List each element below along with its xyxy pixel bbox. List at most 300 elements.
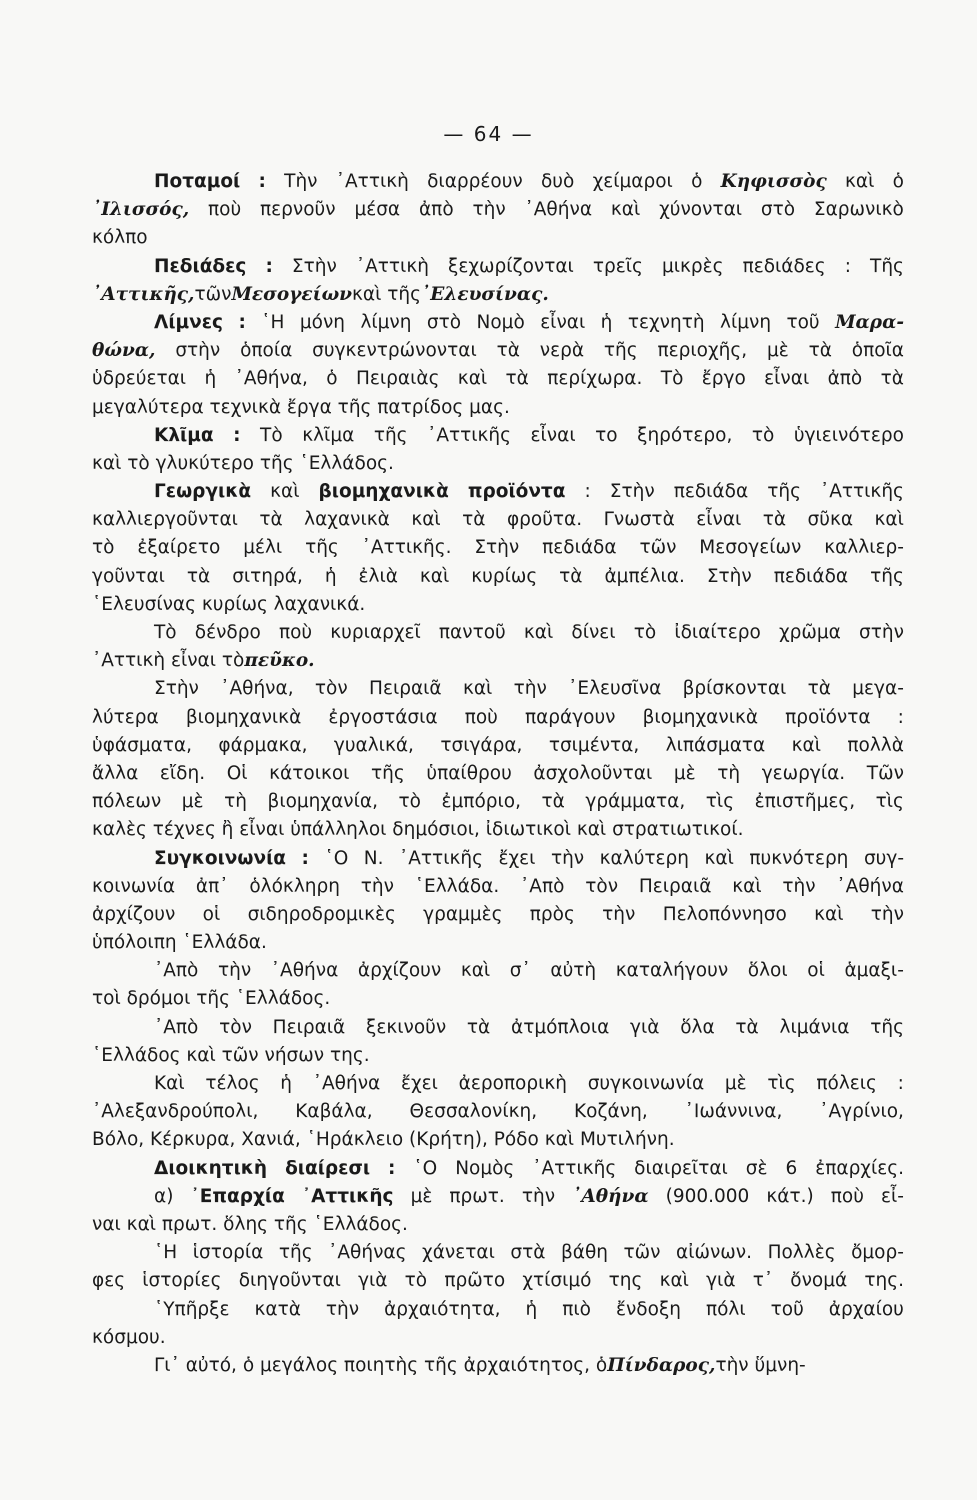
word: τὴν — [602, 903, 636, 925]
word: ξεχωρίζονται — [448, 255, 574, 277]
word: γιὰ — [358, 1270, 388, 1292]
word: πυκνότερη — [749, 847, 849, 869]
word: ἀπ᾽ — [195, 875, 229, 897]
word: γεωργία. — [761, 762, 846, 784]
word: Κοζάνη, — [574, 1101, 648, 1123]
word: μεγα- — [852, 678, 904, 700]
text-line — [92, 647, 904, 675]
word: ὑγιεινότερο — [793, 424, 904, 446]
word: τὸ — [404, 1270, 428, 1292]
emphasis-word: Λίμνες — [154, 311, 224, 333]
word: ἔχει — [498, 847, 536, 869]
word: μὲ — [724, 1073, 747, 1094]
word: πρὸς — [529, 903, 575, 925]
word: κατὰ — [254, 1298, 301, 1320]
word: στὸ — [426, 311, 462, 333]
word: αἰώνων. — [676, 1242, 753, 1264]
text-run: κόλπο — [92, 227, 148, 249]
word: ᾽Αθήνας — [328, 1242, 407, 1264]
word: σὲ — [745, 1157, 768, 1179]
word: περνοῦν — [260, 199, 336, 221]
text-run: κόσμου. — [92, 1326, 166, 1348]
word: της — [608, 1270, 643, 1292]
word: τὸν — [585, 875, 619, 897]
word: καὶ — [610, 199, 641, 221]
text-run: καλὲς τέχνες ἢ εἶναι ὑπάλληλοι δημόσιοι, ἰδιωτικοὶ καὶ στρατιωτικοί. — [92, 819, 744, 841]
word: ὑπαίθρου — [426, 762, 512, 784]
word: ὁ — [326, 368, 338, 390]
text-line — [92, 732, 904, 760]
word: ποὺ — [278, 622, 313, 643]
word: κάτοικοι — [269, 762, 350, 784]
text-run: Βόλο, Κέρκυρα, Χανιά, ῾Ηράκλειο (Κρήτη), Ρόδο καὶ Μυτιλήνη. — [92, 1129, 675, 1151]
word: τὴν — [513, 678, 547, 700]
text-run: τοὶ δρόμοι τῆς ῾Ελλάδος. — [92, 988, 331, 1010]
word: ᾽Αθήνα, — [234, 368, 308, 390]
word: καλλιεργοῦνται — [92, 509, 238, 531]
word: συγκεντρώνονται — [312, 340, 477, 362]
word: Τὴν — [284, 171, 318, 192]
word: σῦκα — [807, 509, 854, 531]
text-line — [92, 534, 904, 562]
word: ᾽Απὸ — [154, 1016, 199, 1038]
text-run: ᾽Αττικὴ εἶναι τὸ — [92, 650, 245, 672]
word: τοῦ — [786, 311, 820, 333]
word: ἡ — [280, 1073, 293, 1094]
text-line — [92, 619, 904, 647]
word: τῆς — [603, 340, 638, 362]
text-line — [92, 450, 904, 478]
text-run: μεγαλύτερα τεχνικὰ ἔργα τῆς πατρίδος μας. — [92, 396, 510, 418]
word: καὶ — [659, 1270, 689, 1292]
emphasis-word: προϊόντα — [467, 481, 566, 503]
word: Πειραιᾶ — [638, 875, 712, 897]
word: τῆς — [870, 1016, 904, 1038]
word: πεδιάδα — [673, 481, 749, 503]
text-line — [92, 309, 904, 337]
word: Πειραιᾶ — [272, 1016, 346, 1038]
text-line — [92, 845, 904, 873]
word: τῆς — [371, 762, 405, 784]
emphasis-word: Διοικητικὴ — [154, 1157, 268, 1179]
word: ᾽Αλεξανδρούπολι, — [92, 1101, 259, 1123]
emphasis-word: : — [258, 171, 266, 192]
emphasis-word: διαίρεσι — [285, 1157, 371, 1179]
word: καλλιερ- — [824, 537, 904, 559]
word: τὰ — [762, 509, 787, 531]
word: λίμνη — [720, 311, 772, 333]
word: τῆς — [373, 424, 408, 446]
word: πρῶτο — [444, 1270, 506, 1292]
word: τὰ — [559, 565, 583, 587]
word: ὁ — [691, 171, 703, 192]
emphasis-word: Μαρα- — [835, 311, 904, 333]
text-run: τῶν — [194, 283, 232, 305]
word: οἱ — [807, 960, 825, 982]
word: ἰδιαίτερο — [674, 622, 761, 643]
word: Τὸ — [660, 368, 684, 390]
word: μέσα — [354, 199, 401, 221]
word: τὰ — [259, 509, 283, 531]
word: Στὴν — [474, 537, 520, 559]
text-line — [92, 1267, 904, 1295]
word: τὸ — [751, 424, 775, 446]
word: Θεσσαλονίκη, — [409, 1101, 538, 1123]
word: καὶ — [874, 509, 904, 531]
word: τὴν — [870, 903, 904, 925]
word: ἡ — [600, 311, 613, 333]
word: ἀρχαιότητα, — [384, 1298, 501, 1320]
word: κοινωνία — [92, 875, 176, 897]
word: λιμάνια — [779, 1016, 850, 1038]
word: λαχανικὰ — [304, 509, 390, 531]
text-line — [92, 1324, 904, 1352]
emphasis-word: θώνα, — [92, 340, 156, 362]
word: φες — [92, 1270, 126, 1292]
word: ῾Ο — [413, 1157, 438, 1179]
word: (900.000 — [665, 1185, 750, 1207]
word: στὴν — [175, 340, 221, 362]
word: ἐμπόριο, — [441, 791, 521, 813]
word: ὄμορ- — [851, 1242, 904, 1264]
text-line — [92, 281, 904, 309]
emphasis-word: ᾽Αττικῆς — [301, 1185, 394, 1207]
word: ἀρχίζουν — [357, 960, 442, 982]
word: ἀσχολοῦνται — [533, 762, 653, 784]
word: ἀπὸ — [418, 199, 454, 221]
text-line — [92, 365, 904, 393]
word: μὲ — [181, 791, 204, 813]
word: Οἱ — [226, 762, 248, 784]
word: τρεῖς — [592, 255, 643, 277]
word: ὁλόκληρη — [249, 875, 340, 897]
word: τὴ — [717, 762, 741, 784]
word: παντοῦ — [438, 622, 506, 643]
word: τ᾽ — [752, 1270, 774, 1292]
word: βιομηχανικὰ — [642, 706, 759, 728]
word: τὰ — [505, 368, 529, 390]
word: ἡ — [324, 565, 337, 587]
word: ᾽Αγρίνιο, — [819, 1101, 904, 1123]
word: γραμμὲς — [423, 903, 503, 925]
word: ἄλλα — [92, 762, 139, 784]
word: τὸ — [398, 791, 421, 813]
word: τὶς — [767, 1073, 796, 1094]
emphasis-word: Κλῖμα — [154, 424, 214, 446]
text-line — [92, 1098, 904, 1126]
emphasis-text: Μεσογείων — [231, 283, 353, 305]
word: φάρμακα, — [218, 734, 308, 756]
word: τῶν — [623, 1242, 661, 1264]
text-run: καὶ τῆς — [352, 283, 421, 305]
word: μὲ — [766, 340, 789, 362]
emphasis-word: : — [301, 847, 309, 869]
text-run: καὶ τὸ γλυκύτερο τῆς ῾Ελλάδος. — [92, 452, 394, 474]
word: σιτηρά, — [232, 565, 303, 587]
word: μικρὲς — [661, 255, 724, 277]
word: καὶ — [462, 678, 493, 700]
emphasis-text: ᾽Ελευσίνας. — [421, 283, 549, 305]
text-run: ναι καὶ πρωτ. ὅλης τῆς ῾Ελλάδος. — [92, 1213, 408, 1235]
word: γράμματα, — [585, 791, 686, 813]
word: ξεκινοῦν — [366, 1016, 447, 1038]
word: συγκοινωνία — [587, 1073, 705, 1094]
word: γιὰ — [706, 1270, 736, 1292]
word: ὅλοι — [747, 960, 788, 982]
word: καὶ — [419, 565, 450, 587]
word: : — [844, 255, 851, 277]
word: τὸν — [314, 678, 348, 700]
word: καὶ — [791, 734, 821, 756]
text-line — [92, 253, 904, 281]
emphasis-text: Πίνδαρος, — [607, 1354, 716, 1376]
word: εἶναι — [540, 311, 586, 333]
word: περιοχῆς, — [657, 340, 748, 362]
word: ποὺ — [830, 1185, 864, 1207]
word: σιδηροδρομικὲς — [247, 903, 396, 925]
word: λύτερα — [92, 706, 159, 728]
word: ὁποία — [240, 340, 293, 362]
word: τὶς — [875, 791, 904, 813]
word: βάθη — [560, 1242, 608, 1264]
word: τσιμέντα, — [548, 734, 640, 756]
word: ὁ — [892, 171, 904, 192]
emphasis-word: : — [233, 424, 241, 446]
text-line — [92, 957, 904, 985]
word: ῾Υπῆρξε — [154, 1298, 230, 1320]
word: ἀεροπορικὴ — [458, 1073, 567, 1094]
body-text — [92, 168, 904, 1380]
word: της. — [864, 1270, 904, 1292]
word: εἶναι — [696, 509, 742, 531]
word: τὰ — [807, 678, 831, 700]
word: το — [595, 424, 618, 446]
text-run: Γι᾽ αὐτό, ὁ μεγάλος ποιητὴς τῆς ἀρχαιότητος, ὁ — [154, 1354, 608, 1376]
word: Τῆς — [870, 255, 904, 277]
word: στὰ — [510, 1242, 546, 1264]
word: Πελοπόννησο — [662, 903, 787, 925]
word: ᾽Αθήνα — [524, 199, 593, 221]
text-line — [92, 901, 904, 929]
text-line — [92, 873, 904, 901]
text-line — [92, 929, 904, 957]
word: ὑφάσματα, — [92, 734, 193, 756]
word: ᾽Αθήνα — [836, 875, 904, 897]
page-number: — 64 — — [443, 122, 534, 146]
word: πεδιάδες — [742, 255, 826, 277]
text-line — [92, 168, 904, 196]
word: ῾Η — [154, 1242, 178, 1264]
word: ᾽Απὸ — [520, 875, 565, 897]
word: τὴν — [325, 1298, 360, 1320]
word: καὶ — [814, 903, 844, 925]
word: πεδιάδα — [542, 537, 617, 559]
word: γυαλικά, — [333, 734, 414, 756]
word: βιομηχανία, — [267, 791, 378, 813]
word: ᾽Ιωάννινα, — [684, 1101, 783, 1123]
emphasis-word: βιομηχανικὰ — [318, 481, 449, 503]
word: τὰ — [466, 1016, 491, 1038]
word: δυὸ — [540, 171, 575, 192]
word: ᾽Αττικῆς — [532, 1157, 617, 1179]
text-run: ὑπόλοιπη ῾Ελλάδα. — [92, 932, 267, 954]
text-run: τὴν ὕμνη- — [715, 1354, 806, 1376]
word: στὴν — [858, 622, 904, 643]
word: ἀτμόπλοια — [511, 1016, 610, 1038]
word: λίμνη — [360, 311, 412, 333]
word: περίχωρα. — [547, 368, 643, 390]
word: Τῶν — [866, 762, 904, 784]
word: γοῦνται — [92, 565, 165, 587]
word: ἡ — [204, 368, 217, 390]
word: τὸν — [219, 1016, 252, 1038]
text-line — [92, 760, 904, 788]
word: Στὴν — [291, 255, 337, 277]
word: τῆς — [870, 565, 904, 587]
text-line — [92, 1296, 904, 1324]
word: καὶ — [845, 171, 875, 192]
emphasis-word: ᾽Επαρχία — [190, 1185, 285, 1207]
word: τὰ — [186, 565, 211, 587]
text-line — [92, 1042, 904, 1070]
word: Ν. — [363, 847, 384, 869]
word: τὰ — [880, 368, 904, 390]
word: εἶ- — [881, 1185, 904, 1207]
word: ᾽Αττικῆς — [819, 481, 904, 503]
word: οἱ — [202, 903, 221, 925]
word: ἀπὸ — [827, 368, 863, 390]
word: τοῦ — [770, 1298, 804, 1320]
word: Στὴν — [706, 565, 752, 587]
word: νερὰ — [539, 340, 585, 362]
emphasis-word: Γεωργικὰ — [154, 481, 252, 503]
word: Στὴν — [609, 481, 655, 503]
word: ἱστορία — [192, 1242, 264, 1264]
word: ᾽Αττικῆς. — [361, 537, 452, 559]
word: πρωτ. — [449, 1185, 505, 1207]
word: ᾽Αττικὴ — [355, 255, 429, 277]
word: Μεσογείων — [699, 537, 802, 559]
word: συγ- — [863, 847, 904, 869]
word: ὑδρεύεται — [92, 368, 187, 390]
word: τὴ — [224, 791, 247, 813]
word: εἶναι — [530, 424, 576, 446]
text-line — [92, 1352, 904, 1380]
text-line — [92, 1211, 904, 1239]
word: ἡ — [525, 1298, 538, 1320]
text-line — [92, 1014, 904, 1042]
word: διαιρεῖται — [634, 1157, 728, 1179]
word: δίνει — [571, 622, 616, 643]
word: τὸ — [633, 622, 657, 643]
word: ῾Η — [261, 311, 285, 333]
word: κάτ.) — [766, 1185, 814, 1207]
word: ὁποῖα — [851, 340, 904, 362]
text-run: ῾Ελλάδος καὶ τῶν νήσων της. — [92, 1044, 370, 1066]
emphasis-word: : — [238, 311, 246, 333]
word: καὶ — [457, 368, 488, 390]
word: χτίσιμό — [522, 1270, 592, 1292]
emphasis-word: Συγκοινωνία — [154, 847, 286, 869]
text-line — [92, 196, 904, 224]
word: μέλι — [243, 537, 283, 559]
text-line — [92, 1126, 904, 1154]
word: Γνωστὰ — [603, 509, 675, 531]
word: τὰ — [541, 791, 565, 813]
word: ὅλα — [680, 1016, 715, 1038]
word: Καὶ — [154, 1073, 185, 1094]
emphasis-word: ᾽Αθήνα — [572, 1185, 649, 1207]
word: καταλήγουν — [615, 960, 729, 982]
word: τὰ — [808, 340, 832, 362]
emphasis-word: ᾽Ιλισσός, — [92, 199, 190, 221]
word: τὰ — [735, 1016, 759, 1038]
word: Πειραιὰς — [356, 368, 440, 390]
word: ᾽Αττικῆς — [427, 424, 512, 446]
word: Πολλὲς — [767, 1242, 836, 1264]
word: βιομηχανικὰ — [185, 706, 302, 728]
word: α) — [154, 1185, 174, 1207]
word: ᾽Αθήνα — [270, 960, 339, 982]
word: τὰ — [462, 509, 486, 531]
word: εἴδη. — [159, 762, 206, 784]
word: Νομὸ — [476, 311, 525, 333]
word: πεδιάδα — [773, 565, 849, 587]
text-line — [92, 478, 904, 506]
word: ἀμπέλια. — [604, 565, 685, 587]
word: πόλεων — [92, 791, 162, 813]
text-line — [92, 1070, 904, 1098]
emphasis-text: ᾽Αττικῆς, — [92, 283, 195, 305]
word: ποὺ — [208, 199, 242, 221]
word: πόλι — [705, 1298, 746, 1320]
word: προϊόντα — [785, 706, 871, 728]
word: λιπάσματα — [665, 734, 766, 756]
word: ἔχει — [400, 1073, 438, 1094]
word: : — [584, 481, 591, 503]
word: τὶς — [705, 791, 735, 813]
word: τὴν — [782, 875, 816, 897]
word: χύνονται — [659, 199, 743, 221]
word: Σαρωνικὸ — [813, 199, 904, 221]
emphasis-word: : — [388, 1157, 396, 1179]
word: χάνεται — [422, 1242, 495, 1264]
emphasis-text: πεῦκο. — [244, 650, 315, 672]
word: γιὰ — [630, 1016, 660, 1038]
word: στὸ — [760, 199, 796, 221]
word: δένδρο — [194, 622, 261, 643]
word: βρίσκονται — [682, 678, 787, 700]
text-line — [92, 704, 904, 732]
word: ᾽Απὸ — [154, 960, 199, 982]
word: ἐξαίρετο — [137, 537, 221, 559]
word: τῆς — [305, 537, 339, 559]
word: Καβάλα, — [295, 1101, 373, 1123]
word: ἀρχίζουν — [92, 903, 176, 925]
word: πιὸ — [562, 1298, 591, 1320]
word: τῆς — [278, 1242, 313, 1264]
word: τέλος — [205, 1073, 260, 1094]
word: ᾽Αθήνα, — [220, 678, 294, 700]
word: κυριαρχεῖ — [330, 622, 421, 643]
word: ἁμαξι- — [844, 960, 904, 982]
word: Νομὸς — [455, 1157, 515, 1179]
word: εἶναι — [764, 368, 810, 390]
word: Τὸ — [154, 622, 177, 643]
word: ἀρχαίου — [828, 1298, 904, 1320]
word: ἱστορίες — [142, 1270, 222, 1292]
word: ξηρότερο, — [637, 424, 733, 446]
